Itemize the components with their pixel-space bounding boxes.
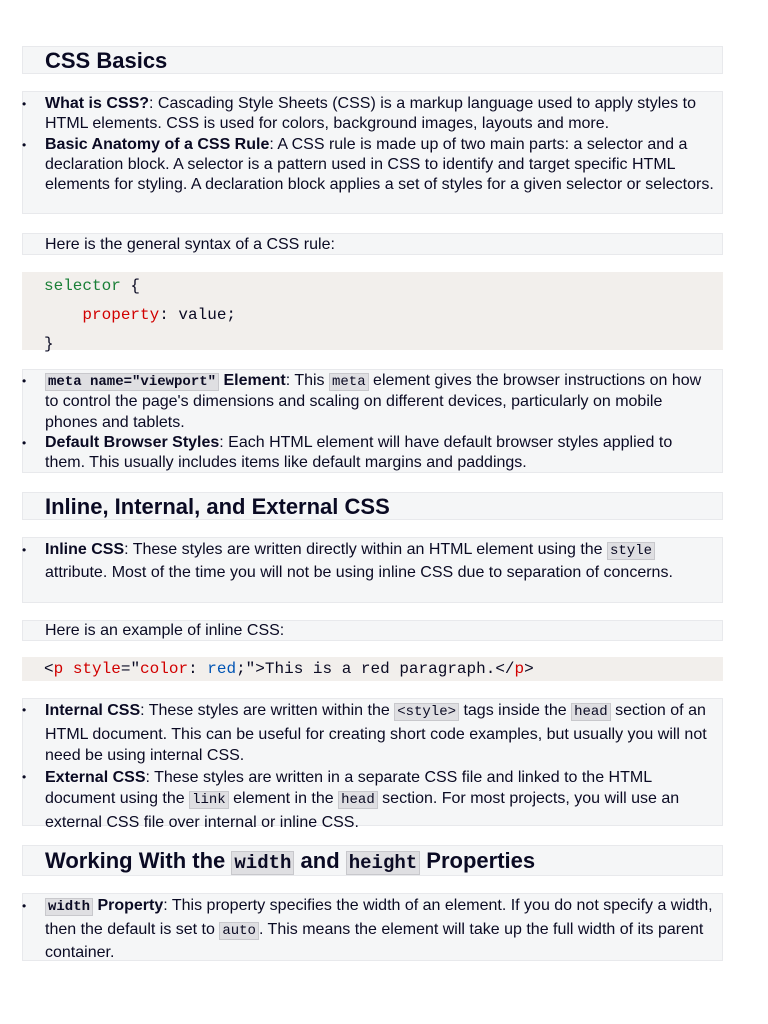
term-text: External CSS [45,768,146,786]
code-property: property [82,306,160,324]
inline-code: head [338,791,378,809]
code-value: red [207,660,237,678]
definition-text: : Cascading Style Sheets (CSS) is a markup language used to apply styles to HTML elements. CSS is used for colors, background images, layouts and more. [45,95,696,133]
code-punct: =" [120,660,141,678]
term-text: Inline CSS [45,541,125,558]
code-tag: p [53,660,64,678]
text: : This [285,372,329,389]
heading-inline-code: width [231,851,294,875]
code-content: This is a red paragraph. [264,660,496,678]
definition-text: : A CSS rule is made up of two main parts: a selector and a declaration block. A selector is a pattern used in CSS to identify and target specific HTML elements for styling. A declaration block applies a set of styles for a given selector or selectors. [45,135,714,194]
list-item [23,135,722,196]
text: . This means the element will take up the full width of its parent container. [45,920,704,961]
heading-text: and [294,848,346,873]
code-punct: { [120,277,141,295]
inline-code: meta name="viewport" [45,373,219,391]
list-item [23,895,722,965]
code-punct: > [524,660,534,678]
inline-code: meta [329,373,369,391]
code-line [22,301,723,330]
inline-code: style [607,542,655,560]
code-line [22,657,723,681]
code-punct: </ [495,660,515,678]
term-text: Property [93,897,164,914]
code-punct: } [44,335,54,353]
text: : Each HTML element will have default browser styles applied to them. This usually includes items like default margins and paddings. [45,433,673,472]
heading-text: Inline, Internal, and External CSS [45,494,390,519]
heading-text: CSS Basics [45,48,168,73]
text: section. For most projects, you will use an external CSS file over internal or inline CSS. [45,790,680,831]
list-item [23,767,722,834]
paragraph-inline-example-intro [22,620,723,641]
list-item [23,371,722,433]
list-item [23,700,722,767]
text: element gives the browser instructions on how to control the page's dimensions and scaling on different devices, particularly on mobile phones and tablets. [45,372,702,431]
paragraph-text: Here is the general syntax of a CSS rule: [45,236,335,253]
term-text: Default Browser Styles [45,433,220,451]
paragraph-syntax-intro [22,233,723,255]
term-text: Internal CSS [45,702,141,719]
list-item [23,433,722,474]
code-line [22,330,723,359]
text: : This property specifies the width of an element. If you do not specify a width, then the default is set to [45,897,713,938]
list-inline-css [22,537,723,603]
code-property: color [140,660,189,678]
text: section of an HTML document. This can be useful for creating short code examples, but usually you will not need be using internal CSS. [45,702,707,764]
heading-text: Working With the [45,848,232,873]
text: : These styles are written directly within an HTML element using the [124,541,607,558]
list-width-property [22,893,723,961]
code-punct: < [44,660,54,678]
section-heading-css-basics [22,46,723,74]
heading-text: Properties [420,848,536,873]
term-text: Element [219,372,286,389]
code-attr: style [72,660,121,678]
list-item [23,94,722,135]
inline-code: link [189,791,229,809]
inline-code: head [571,703,611,721]
list-item [23,539,722,584]
code-block-inline-css-example [22,657,723,681]
section-heading-width-height [22,845,723,876]
text: : These styles are written in a separate CSS file and linked to the HTML document using the [45,768,652,807]
text: tags inside the [459,702,572,719]
code-punct: ;"> [236,660,265,678]
paragraph-text: Here is an example of inline CSS: [45,622,285,639]
list-internal-external-css [22,698,723,831]
text: : These styles are written within the [140,702,395,719]
code-block-css-rule-syntax [22,272,723,353]
term-css-rule: Basic Anatomy of a CSS Rule [45,135,270,153]
inline-code: auto [219,922,259,940]
heading-inline-code: height [346,851,420,875]
term-what-is-css: What is CSS? [45,95,150,112]
code-punct: : [188,660,208,678]
code-tag: p [514,660,525,678]
inline-code: width [45,898,93,916]
text: attribute. Most of the time you will not be using inline CSS due to separation of concerns. [45,564,673,581]
list-css-basics [22,91,723,214]
code-selector: selector [44,277,121,295]
code-value: : value; [159,306,237,324]
text: element in the [228,790,339,807]
list-meta-and-default-styles [22,369,723,473]
inline-code: <style> [394,703,459,721]
section-heading-inline-internal-external [22,492,723,520]
code-line [22,272,723,301]
